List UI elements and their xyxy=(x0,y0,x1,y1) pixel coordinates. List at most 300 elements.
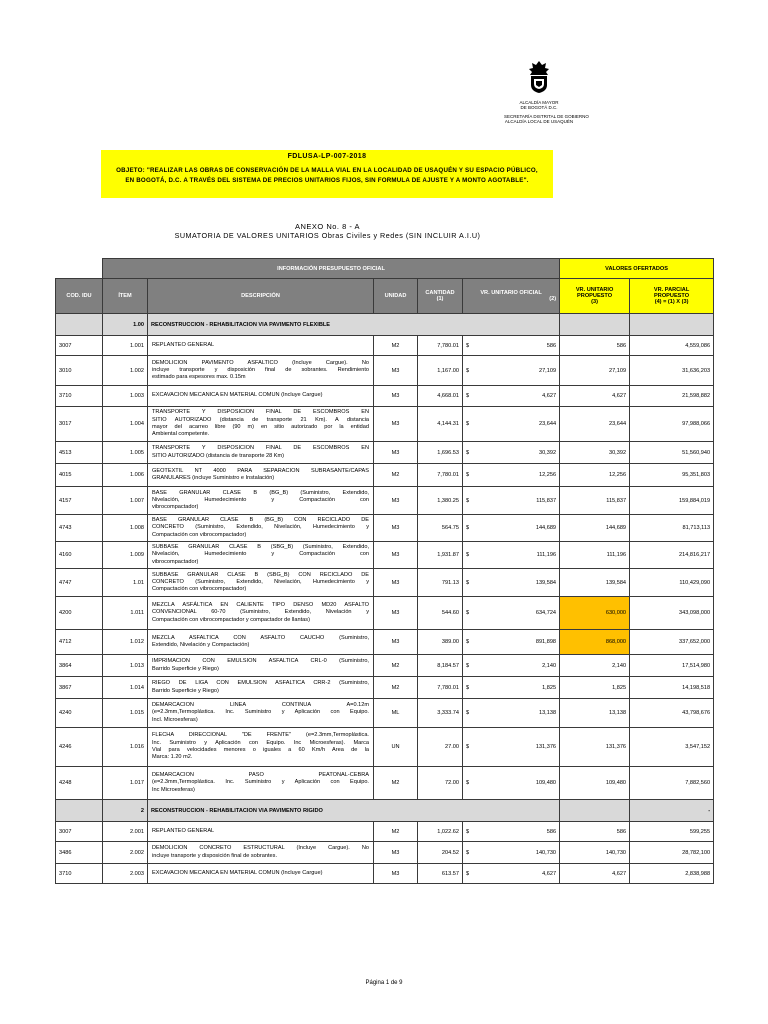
vr-unitario-oficial-value: 2,140 xyxy=(542,662,557,669)
quantity-cell: 7,780.01 xyxy=(418,336,463,356)
col-descripcion: DESCRIPCIÓN xyxy=(148,279,374,314)
unit-cell: M3 xyxy=(374,442,418,464)
table-row xyxy=(56,487,714,515)
description-line: Extendido, Nivelación y Compactación) xyxy=(152,642,250,648)
currency-symbol: $ xyxy=(466,367,470,374)
vr-unitario-oficial-cell xyxy=(463,336,560,356)
description-cell xyxy=(148,356,374,386)
table-row xyxy=(56,822,714,842)
vr-unitario-propuesto-cell: 109,480 xyxy=(560,767,630,800)
cod-idu-cell: 3710 xyxy=(56,386,103,407)
description-line: CONCRETO (Suministro, Extendido, Nivelación, Humedecimiento y xyxy=(152,524,369,531)
vr-parcial-propuesto-cell: 214,816,217 xyxy=(630,542,714,569)
item-cell: 1.014 xyxy=(103,677,148,699)
vr-unitario-oficial-cell xyxy=(463,597,560,630)
table-row xyxy=(56,515,714,542)
description-cell xyxy=(148,386,374,407)
description-cell xyxy=(148,597,374,630)
vr-unitario-propuesto-cell: 139,584 xyxy=(560,569,630,597)
unit-cell: M3 xyxy=(374,542,418,569)
description-cell xyxy=(148,864,374,884)
vr-unitario-oficial-value: 115,837 xyxy=(536,497,557,504)
col-vup-line-1: VR. UNITARIO xyxy=(575,287,614,293)
section-cod xyxy=(56,800,103,822)
col-unidad: UNIDAD xyxy=(374,279,418,314)
col-vru-line-1: VR. UNITARIO OFICIAL xyxy=(480,290,542,296)
item-cell: 1.003 xyxy=(103,386,148,407)
description-line: Inc. Suministro y Aplicación con Equipo. Inc Microesferas). Marca xyxy=(152,739,369,746)
description-line: DEMOLICION CONCRETO ESTRUCTURAL (Incluye Cargue). No xyxy=(152,845,369,852)
col-cantidad-line-2: (1) xyxy=(436,296,444,302)
description-line: vibrocompactador) xyxy=(152,504,199,511)
description-line: CONVENCIONAL 60-70 (Suministro, Extendido, Nivelación y xyxy=(152,609,369,616)
section-row xyxy=(56,314,714,336)
table-row xyxy=(56,442,714,464)
unit-cell: M3 xyxy=(374,356,418,386)
section-item: 2 xyxy=(103,800,148,822)
description-cell xyxy=(148,822,374,842)
vr-unitario-propuesto-cell: 868,000 xyxy=(560,630,630,655)
currency-symbol: $ xyxy=(466,710,470,716)
vr-unitario-oficial-cell xyxy=(463,386,560,407)
quantity-cell: 7,780.01 xyxy=(418,677,463,699)
description-line: Nivelación, Humedecimiento y Compactación con xyxy=(152,551,369,558)
description-line: Ambiental competente. xyxy=(152,431,210,438)
item-cell: 1.017 xyxy=(103,767,148,800)
item-cell: 1.002 xyxy=(103,356,148,386)
vr-unitario-oficial-value: 634,724 xyxy=(535,610,557,616)
quantity-cell: 4,668.01 xyxy=(418,386,463,407)
cod-idu-cell: 4157 xyxy=(56,487,103,515)
cod-idu-cell: 4248 xyxy=(56,767,103,800)
vr-unitario-propuesto-cell: 144,689 xyxy=(560,515,630,542)
description-cell xyxy=(148,515,374,542)
cod-idu-cell: 4015 xyxy=(56,464,103,487)
vr-unitario-propuesto-cell: 23,644 xyxy=(560,407,630,442)
section-item: 1.00 xyxy=(103,314,148,336)
logo-line-3: SECRETARÍA DISTRITAL DE GOBIERNO xyxy=(504,113,589,119)
section-blank xyxy=(560,800,630,822)
description-line: CONCRETO (Suministro, Extendido, Nivelación, Humedecimiento y xyxy=(152,578,369,585)
section-title: RECONSTRUCCION - REHABILITACION VIA PAVIMENTO FLEXIBLE xyxy=(148,314,560,336)
unit-cell: M3 xyxy=(374,630,418,655)
col-vpp-line-3: (4) = (1) X (3) xyxy=(654,299,689,305)
cod-idu-cell: 4246 xyxy=(56,728,103,767)
vr-parcial-propuesto-cell: 81,713,113 xyxy=(630,515,714,542)
quantity-cell: 791.13 xyxy=(418,569,463,597)
description-line: (e=2.3mm,Termoplástica. Inc. Suministro y Aplicación con Equipo. xyxy=(152,779,369,786)
quantity-cell: 72.00 xyxy=(418,767,463,800)
vr-parcial-propuesto-cell: 337,652,000 xyxy=(630,630,714,655)
currency-symbol: $ xyxy=(466,525,470,531)
vr-unitario-oficial-cell xyxy=(463,699,560,728)
table-row xyxy=(56,597,714,630)
quantity-cell: 1,696.53 xyxy=(418,442,463,464)
vr-unitario-propuesto-cell: 27,109 xyxy=(560,356,630,386)
section-title: RECONSTRUCCION - REHABILITACION VIA PAVIMENTO RIGIDO xyxy=(148,800,560,822)
item-cell: 1.011 xyxy=(103,597,148,630)
currency-symbol: $ xyxy=(466,849,470,856)
vr-unitario-propuesto-cell: 4,627 xyxy=(560,386,630,407)
vr-unitario-propuesto-cell: 30,392 xyxy=(560,442,630,464)
description-line: incluye transporte y disposición final de sobrantes. xyxy=(152,852,277,859)
vr-unitario-oficial-cell xyxy=(463,464,560,487)
vr-parcial-propuesto-cell: 4,559,086 xyxy=(630,336,714,356)
currency-symbol: $ xyxy=(466,610,470,616)
currency-symbol: $ xyxy=(466,870,470,877)
cod-idu-cell: 4240 xyxy=(56,699,103,728)
vr-unitario-oficial-cell xyxy=(463,442,560,464)
description-cell xyxy=(148,699,374,728)
process-code: FDLUSA-LP-007-2018 xyxy=(287,153,367,160)
item-cell: 1.013 xyxy=(103,655,148,677)
vr-unitario-propuesto-cell: 586 xyxy=(560,822,630,842)
vr-unitario-oficial-cell xyxy=(463,677,560,699)
item-cell: 1.006 xyxy=(103,464,148,487)
anexo-subtitle: SUMATORIA DE VALORES UNITARIOS Obras Civiles y Redes (SIN INCLUIR A.I.U) xyxy=(174,231,481,240)
description-line: incluye transporte y disposición final de sobrantes. Rendimiento xyxy=(152,366,369,373)
vr-parcial-propuesto-cell: 28,782,100 xyxy=(630,842,714,864)
currency-symbol: $ xyxy=(466,662,470,669)
table-row xyxy=(56,767,714,800)
description-line: Compactación con vibrocompactador) xyxy=(152,531,247,538)
description-line: MEZCLA ASFÁLTICA EN CALIENTE TIPO DENSO MD20 ASFALTO xyxy=(152,602,369,609)
vr-unitario-oficial-cell xyxy=(463,356,560,386)
col-vru-line-2: (2) xyxy=(549,296,557,302)
section-row xyxy=(56,800,714,822)
description-line: EXCAVACION MECANICA EN MATERIAL COMUN (Incluye Cargue) xyxy=(152,392,323,399)
description-cell xyxy=(148,630,374,655)
vr-unitario-oficial-cell xyxy=(463,630,560,655)
objeto-text: OBJETO: "REALIZAR LAS OBRAS DE CONSERVACIÓN DE LA MALLA VIAL EN LA LOCALIDAD DE USAQUÉN Y SU ESPACIO PÚBLICO, EN BOGOTÁ, D.C. A TRAVÉS DEL SISTEMA DE PRECIOS UNITARIOS FIJOS, SIN FORMULA DE AJUSTE Y A MONTO AGOTABLE". xyxy=(116,167,538,184)
currency-symbol: $ xyxy=(466,639,470,645)
description-cell xyxy=(148,464,374,487)
item-cell: 1.015 xyxy=(103,699,148,728)
item-cell: 1.005 xyxy=(103,442,148,464)
description-line: Vial para velocidades menores o iguales a 60 Km/h Area de la xyxy=(152,747,369,753)
logo-line-4: ALCALDÍA LOCAL DE USAQUÉN xyxy=(504,119,574,125)
description-line: RIEGO DE LIGA CON EMULSION ASFALTICA CRR-2 (Suministro, xyxy=(152,680,369,687)
quantity-cell: 544.60 xyxy=(418,597,463,630)
description-line: Compactación con vibrocompactador y compactador de llantas) xyxy=(152,616,310,623)
vr-unitario-oficial-value: 586 xyxy=(546,828,557,835)
vr-unitario-oficial-value: 23,644 xyxy=(538,421,557,427)
table-row xyxy=(56,655,714,677)
description-line: vibrocompactador) xyxy=(152,558,199,565)
description-line: (e=2.3mm,Termoplástica. Inc. Suministro y Aplicación con Equipo. xyxy=(152,709,369,716)
unit-cell: ML xyxy=(374,699,418,728)
unit-cell: M2 xyxy=(374,655,418,677)
col-vr-parcial-propuesto xyxy=(630,279,714,314)
col-vr-unitario-propuesto xyxy=(560,279,630,314)
description-line: SUBBASE GRANULAR CLASE B (SBG_B) CON RECICLADO DE xyxy=(152,571,369,578)
description-line: DEMOLICION PAVIMENTO ASFALTICO (Incluye Cargue). No xyxy=(152,359,369,366)
item-cell: 1.007 xyxy=(103,487,148,515)
unit-cell: M2 xyxy=(374,336,418,356)
vr-unitario-oficial-value: 27,109 xyxy=(538,367,557,374)
description-line: DEMARCACION LINEA CONTINUA A=0.12m xyxy=(152,702,369,709)
vr-parcial-propuesto-cell: 159,884,019 xyxy=(630,487,714,515)
vr-unitario-oficial-cell xyxy=(463,515,560,542)
cod-idu-cell: 4160 xyxy=(56,542,103,569)
table-row xyxy=(56,569,714,597)
description-line: estimado para espesores max. 0.15m xyxy=(152,374,246,381)
description-cell xyxy=(148,569,374,597)
description-cell xyxy=(148,487,374,515)
currency-symbol: $ xyxy=(466,744,470,750)
cod-idu-cell: 3007 xyxy=(56,822,103,842)
table-row xyxy=(56,728,714,767)
table-row xyxy=(56,464,714,487)
table-row xyxy=(56,842,714,864)
vr-unitario-propuesto-cell: 586 xyxy=(560,336,630,356)
vr-unitario-oficial-value: 4,627 xyxy=(542,393,557,399)
unit-cell: M2 xyxy=(374,464,418,487)
quantity-cell: 613.57 xyxy=(418,864,463,884)
vr-unitario-oficial-cell xyxy=(463,487,560,515)
currency-symbol: $ xyxy=(466,393,470,399)
vr-unitario-propuesto-cell: 13,138 xyxy=(560,699,630,728)
description-line: Incl. Microesferas) xyxy=(152,716,198,723)
col-vup-line-3: (3) xyxy=(591,299,598,305)
unit-cell: M3 xyxy=(374,842,418,864)
currency-symbol: $ xyxy=(466,552,470,558)
page-number: Página 1 de 9 xyxy=(365,980,403,986)
quantity-cell: 389.00 xyxy=(418,630,463,655)
vr-unitario-oficial-value: 111,196 xyxy=(536,552,557,558)
description-line: Inc Microesferas) xyxy=(152,786,195,793)
description-line: DEMARCACION PASO PEATONAL-CEBRA xyxy=(152,772,369,779)
quantity-cell: 1,380.25 xyxy=(418,487,463,515)
description-line: Barrido Superficie y Riego) xyxy=(152,665,219,672)
bogota-crest-icon xyxy=(526,60,552,94)
anexo-title: ANEXO No. 8 - A xyxy=(294,222,361,231)
vr-unitario-oficial-value: 139,584 xyxy=(535,579,557,586)
vr-unitario-oficial-value: 144,689 xyxy=(535,525,557,531)
vr-parcial-propuesto-cell: 14,198,518 xyxy=(630,677,714,699)
description-cell xyxy=(148,728,374,767)
unit-cell: M3 xyxy=(374,386,418,407)
cod-idu-cell: 4747 xyxy=(56,569,103,597)
currency-symbol: $ xyxy=(466,421,470,427)
quantity-cell: 564.75 xyxy=(418,515,463,542)
item-cell: 1.012 xyxy=(103,630,148,655)
vr-unitario-oficial-value: 891,898 xyxy=(535,639,557,645)
vr-unitario-oficial-value: 30,392 xyxy=(538,449,557,456)
vr-unitario-oficial-cell xyxy=(463,407,560,442)
description-cell xyxy=(148,407,374,442)
currency-symbol: $ xyxy=(466,342,470,349)
description-cell xyxy=(148,442,374,464)
vr-parcial-propuesto-cell: 17,514,980 xyxy=(630,655,714,677)
item-cell: 1.008 xyxy=(103,515,148,542)
cod-idu-cell: 4743 xyxy=(56,515,103,542)
quantity-cell: 1,931.87 xyxy=(418,542,463,569)
vr-parcial-propuesto-cell: 3,547,152 xyxy=(630,728,714,767)
description-line: mayor del acarreo libre (90 m) en sitio autorizado por la entidad xyxy=(152,424,369,430)
vr-unitario-propuesto-cell: 111,196 xyxy=(560,542,630,569)
vr-unitario-propuesto-cell: 1,825 xyxy=(560,677,630,699)
table-row xyxy=(56,386,714,407)
description-line: GRANULARES (incluye Suministro e Instalación) xyxy=(152,475,275,481)
logo-line-1: ALCALDÍA MAYOR xyxy=(519,100,559,105)
description-line: BASE GRANULAR CLASE B (BG_B) CON RECICLADO DE xyxy=(152,517,369,524)
table-row xyxy=(56,542,714,569)
col-cantidad xyxy=(418,279,463,314)
section-cod xyxy=(56,314,103,336)
cod-idu-cell: 3867 xyxy=(56,677,103,699)
currency-symbol: $ xyxy=(466,449,470,456)
currency-symbol: $ xyxy=(466,472,470,478)
budget-table xyxy=(55,258,714,884)
vr-parcial-propuesto-cell: 31,636,203 xyxy=(630,356,714,386)
vr-unitario-oficial-cell xyxy=(463,728,560,767)
vr-unitario-oficial-value: 13,138 xyxy=(538,710,557,716)
unit-cell: M3 xyxy=(374,407,418,442)
description-line: SITIO AUTORIZADO (distancia de transporte 21 Km). A distancia xyxy=(152,416,369,423)
col-cantidad-line-1: CANTIDAD xyxy=(425,290,455,296)
item-cell: 1.016 xyxy=(103,728,148,767)
quantity-cell: 1,167.00 xyxy=(418,356,463,386)
vr-parcial-propuesto-cell: 43,798,676 xyxy=(630,699,714,728)
cod-idu-cell: 3010 xyxy=(56,356,103,386)
group-header-official: INFORMACIÓN PRESUPUESTO OFICIAL xyxy=(103,259,560,279)
vr-unitario-oficial-value: 109,480 xyxy=(535,780,557,786)
section-total xyxy=(630,314,714,336)
cod-idu-cell: 3486 xyxy=(56,842,103,864)
description-line: REPLANTEO GENERAL xyxy=(152,827,215,834)
item-cell: 1.01 xyxy=(103,569,148,597)
vr-unitario-propuesto-cell: 131,376 xyxy=(560,728,630,767)
description-line: REPLANTEO GENERAL xyxy=(152,341,215,348)
vr-unitario-propuesto-cell: 140,730 xyxy=(560,842,630,864)
description-cell xyxy=(148,767,374,800)
description-cell xyxy=(148,336,374,356)
vr-parcial-propuesto-cell: 343,098,000 xyxy=(630,597,714,630)
table-row xyxy=(56,630,714,655)
unit-cell: M3 xyxy=(374,515,418,542)
vr-unitario-propuesto-cell: 115,837 xyxy=(560,487,630,515)
description-cell xyxy=(148,677,374,699)
item-cell: 1.004 xyxy=(103,407,148,442)
cod-idu-cell: 4513 xyxy=(56,442,103,464)
col-vr-unitario-oficial xyxy=(463,279,560,314)
cod-idu-cell: 4712 xyxy=(56,630,103,655)
vr-unitario-oficial-value: 131,376 xyxy=(535,744,557,750)
vr-unitario-propuesto-cell: 12,256 xyxy=(560,464,630,487)
quantity-cell: 27.00 xyxy=(418,728,463,767)
col-vup-line-2: PROPUESTO xyxy=(577,293,613,299)
unit-cell: M2 xyxy=(374,822,418,842)
cod-idu-cell: 3710 xyxy=(56,864,103,884)
quantity-cell: 7,780.01 xyxy=(418,464,463,487)
unit-cell: M3 xyxy=(374,487,418,515)
currency-symbol: $ xyxy=(466,828,470,835)
vr-unitario-oficial-cell xyxy=(463,842,560,864)
vr-unitario-oficial-cell xyxy=(463,569,560,597)
item-cell: 2.001 xyxy=(103,822,148,842)
table-row xyxy=(56,407,714,442)
currency-symbol: $ xyxy=(466,497,470,504)
description-line: Barrido Superficie y Riego) xyxy=(152,687,219,694)
currency-symbol: $ xyxy=(466,780,470,786)
vr-unitario-oficial-value: 4,627 xyxy=(542,870,557,877)
col-item: ÍTEM xyxy=(103,279,148,314)
unit-cell: M2 xyxy=(374,767,418,800)
description-line: SITIO AUTORIZADO (distancia de transporte 28 Km) xyxy=(152,452,285,459)
col-vpp-line-2: PROPUESTO xyxy=(654,293,690,299)
description-line: GEOTEXTIL NT 4000 PARA SEPARACION SUBRASANTE/CAPAS xyxy=(152,467,369,474)
quantity-cell: 1,022.62 xyxy=(418,822,463,842)
description-line: SUBBASE GRANULAR CLASE B (SBG_B) (Suministro, Extendido, xyxy=(152,544,369,551)
description-line: FLECHA DIRECCIONAL "DE FRENTE" (e=2.3mm,Termoplástica. xyxy=(152,732,369,739)
vr-parcial-propuesto-cell: 97,988,066 xyxy=(630,407,714,442)
section-total: - xyxy=(630,800,714,822)
description-line: TRANSPORTE Y DISPOSICION FINAL DE ESCOMBROS EN xyxy=(152,445,369,452)
vr-unitario-oficial-cell xyxy=(463,767,560,800)
table-row xyxy=(56,699,714,728)
unit-cell: M3 xyxy=(374,569,418,597)
description-line: IMPRIMACION CON EMULSION ASFALTICA CRL-0 (Suministro, xyxy=(152,658,369,665)
description-line: Nivelación, Humedecimiento y Compactación con xyxy=(152,496,369,503)
item-cell: 2.003 xyxy=(103,864,148,884)
table-body xyxy=(56,314,714,884)
group-header-offered: VALORES OFERTADOS xyxy=(560,259,714,279)
quantity-cell: 204.52 xyxy=(418,842,463,864)
description-cell xyxy=(148,655,374,677)
description-line: EXCAVACION MECANICA EN MATERIAL COMUN (Incluye Cargue) xyxy=(152,869,323,876)
vr-unitario-oficial-value: 140,730 xyxy=(535,849,557,856)
vr-unitario-oficial-value: 586 xyxy=(546,342,557,349)
currency-symbol: $ xyxy=(466,579,470,586)
item-cell: 1.009 xyxy=(103,542,148,569)
vr-unitario-propuesto-cell: 630,000 xyxy=(560,597,630,630)
vr-unitario-oficial-cell xyxy=(463,864,560,884)
vr-parcial-propuesto-cell: 21,598,882 xyxy=(630,386,714,407)
cod-idu-cell: 3017 xyxy=(56,407,103,442)
vr-parcial-propuesto-cell: 7,882,560 xyxy=(630,767,714,800)
vr-unitario-oficial-cell xyxy=(463,655,560,677)
description-cell xyxy=(148,542,374,569)
vr-parcial-propuesto-cell: 599,255 xyxy=(630,822,714,842)
table-row xyxy=(56,356,714,386)
description-line: Compactación con vibrocompactador) xyxy=(152,586,247,593)
unit-cell: M3 xyxy=(374,864,418,884)
description-line: BASE GRANULAR CLASE B (BG_B) (Suministro, Extendido, xyxy=(152,489,369,496)
vr-parcial-propuesto-cell: 51,560,940 xyxy=(630,442,714,464)
item-cell: 1.001 xyxy=(103,336,148,356)
vr-unitario-oficial-cell xyxy=(463,822,560,842)
description-cell xyxy=(148,842,374,864)
description-line: TRANSPORTE Y DISPOSICION FINAL DE ESCOMBROS EN xyxy=(152,409,369,416)
vr-unitario-oficial-value: 1,825 xyxy=(542,684,557,691)
table-row xyxy=(56,864,714,884)
quantity-cell: 8,184.57 xyxy=(418,655,463,677)
logo-block xyxy=(504,60,589,125)
vr-parcial-propuesto-cell: 110,429,090 xyxy=(630,569,714,597)
vr-parcial-propuesto-cell: 2,838,988 xyxy=(630,864,714,884)
table-row xyxy=(56,336,714,356)
logo-line-2: DE BOGOTÁ D.C. xyxy=(520,105,558,111)
col-vpp-line-1: VR. PARCIAL xyxy=(653,287,690,293)
unit-cell: M3 xyxy=(374,597,418,630)
vr-unitario-propuesto-cell: 4,627 xyxy=(560,864,630,884)
quantity-cell: 3,333.74 xyxy=(418,699,463,728)
vr-parcial-propuesto-cell: 95,351,803 xyxy=(630,464,714,487)
unit-cell: M2 xyxy=(374,677,418,699)
vr-unitario-propuesto-cell: 2,140 xyxy=(560,655,630,677)
unit-cell: UN xyxy=(374,728,418,767)
